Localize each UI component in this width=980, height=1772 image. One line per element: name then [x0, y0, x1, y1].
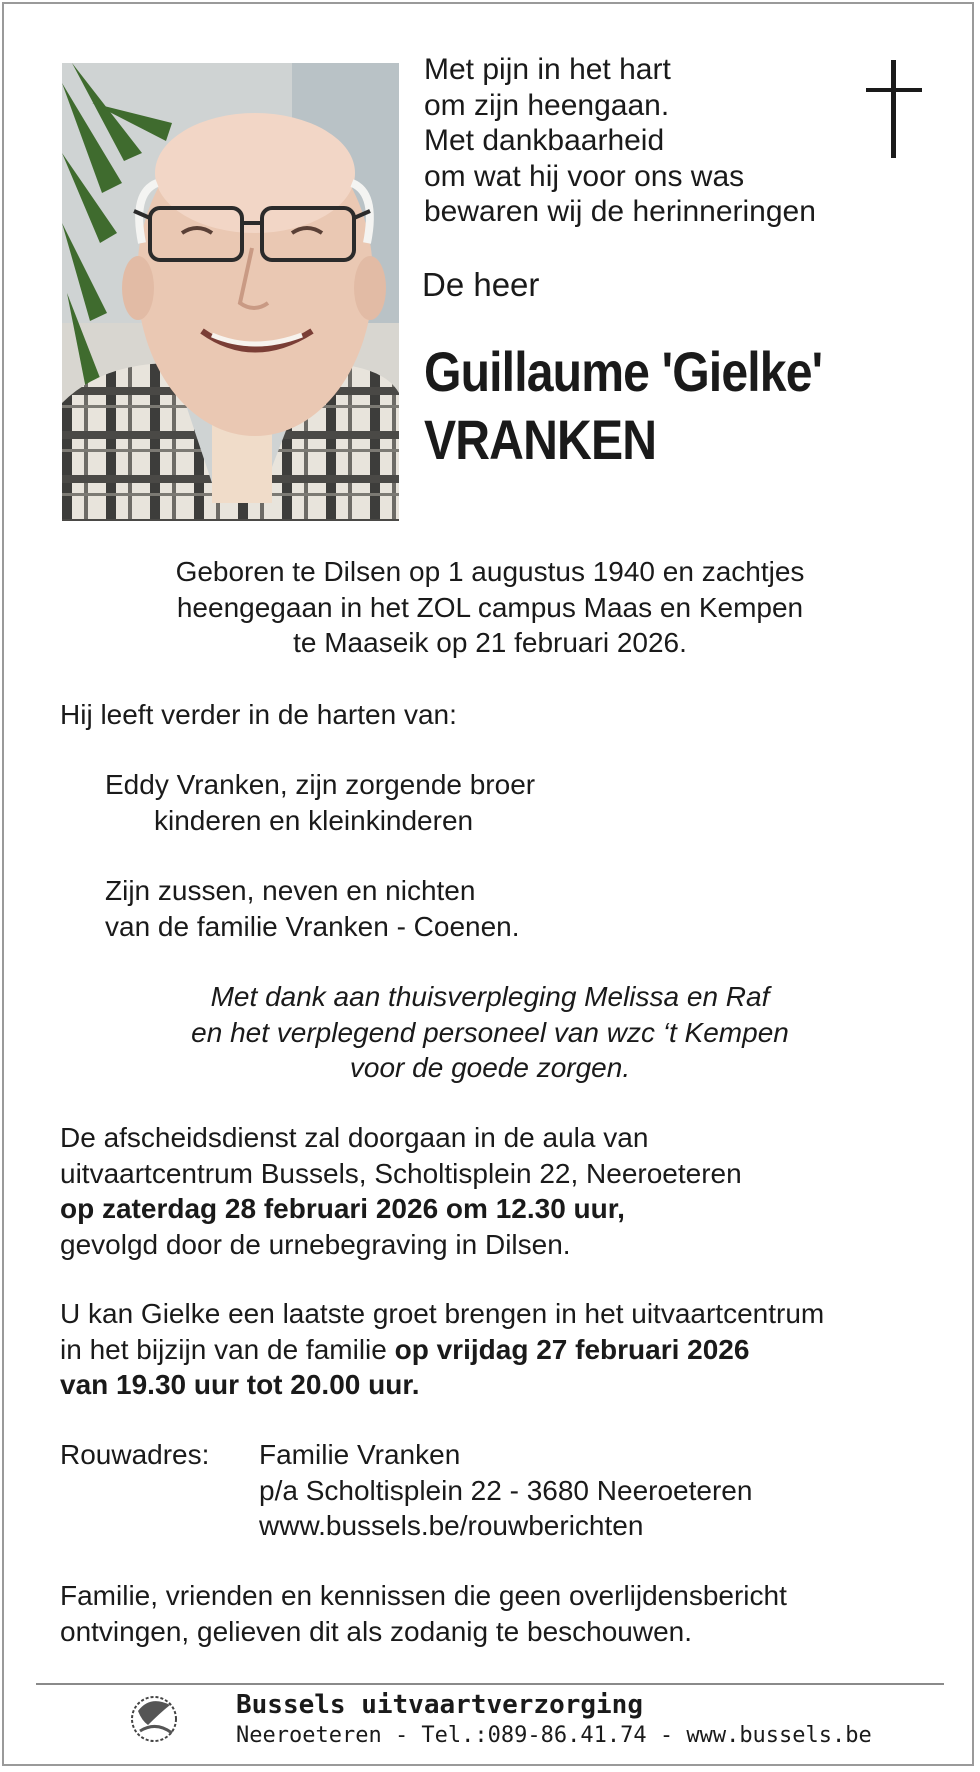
thanks-line: voor de goede zorgen. — [349, 1052, 631, 1083]
intro-line: Met dankbaarheid — [424, 124, 665, 157]
lives-on-heading: Hij leeft verder in de harten van: — [60, 699, 457, 730]
family-line: Eddy Vranken, zijn zorgende broer — [105, 769, 536, 800]
service-date: op zaterdag 28 februari 2026 om 12.30 uur, — [60, 1193, 625, 1224]
address-label: Rouwadres: — [60, 1439, 210, 1470]
closing-line: ontvingen, gelieven dit als zodanig te beschouwen. — [60, 1615, 692, 1647]
closing-note — [60, 1578, 787, 1649]
visit-text: in het bijzijn van de familie — [60, 1333, 395, 1365]
closing-line: Familie, vrienden en kennissen die geen overlijdensbericht — [60, 1580, 787, 1611]
family-group-2 — [105, 873, 520, 944]
thanks-note — [60, 979, 920, 1086]
service-line: uitvaartcentrum Bussels, Scholtisplein 22, Neeroeteren — [60, 1157, 742, 1189]
birth-line: heengegaan in het ZOL campus Maas en Kempen — [176, 591, 804, 623]
intro-line: Met pijn in het hart — [424, 53, 671, 86]
name-line: Guillaume 'Gielke' — [424, 340, 823, 403]
intro-line: bewaren wij de herinneringen — [424, 195, 816, 228]
family-group-1 — [105, 767, 535, 838]
birth-line: Geboren te Dilsen op 1 augustus 1940 en zachtjes — [175, 556, 805, 587]
funeral-home-footer — [236, 1689, 872, 1751]
family-line: kinderen en kleinkinderen — [154, 804, 474, 836]
service-line: De afscheidsdienst zal doorgaan in de aula van — [60, 1122, 649, 1153]
company-contact: Neeroeteren - Tel.:089-86.41.74 - www.bussels.be — [236, 1723, 872, 1748]
visitation-info — [60, 1296, 824, 1403]
service-line: gevolgd door de urnebegraving in Dilsen. — [60, 1228, 571, 1260]
intro-line: om zijn heengaan. — [424, 88, 670, 122]
address-line: Familie Vranken — [259, 1439, 461, 1470]
family-line: van de familie Vranken - Coenen. — [105, 910, 520, 942]
family-line: Zijn zussen, neven en nichten — [105, 875, 476, 906]
address-website[interactable]: www.bussels.be/rouwberichten — [259, 1510, 644, 1541]
intro-line: om wat hij voor ons was — [424, 159, 745, 193]
thanks-line: en het verplegend personeel van wzc ‘t Kempen — [191, 1016, 789, 1048]
visit-time: van 19.30 uur tot 20.00 uur. — [60, 1369, 420, 1400]
portrait-photo — [62, 63, 399, 521]
deceased-name — [424, 338, 822, 474]
address-line: p/a Scholtisplein 22 - 3680 Neeroeteren — [259, 1474, 753, 1506]
visit-date: op vrijdag 27 februari 2026 — [394, 1333, 750, 1365]
honorific-title: De heer — [422, 266, 540, 303]
company-name: Bussels uitvaartverzorging — [236, 1690, 643, 1720]
footer-divider — [36, 1683, 944, 1685]
visit-line — [60, 1332, 824, 1368]
visit-line: U kan Gielke een laatste groet brengen in het uitvaartcentrum — [60, 1298, 825, 1329]
birth-death-details — [60, 554, 920, 661]
cross-icon — [866, 60, 924, 160]
birth-line: te Maaseik op 21 februari 2026. — [293, 627, 687, 658]
bussels-logo-icon — [130, 1691, 192, 1749]
name-line: VRANKEN — [424, 408, 657, 471]
thanks-line: Met dank aan thuisverpleging Melissa en Raf — [210, 981, 770, 1012]
mourning-address — [259, 1437, 752, 1544]
intro-verse — [424, 52, 816, 230]
funeral-service-info — [60, 1120, 742, 1262]
